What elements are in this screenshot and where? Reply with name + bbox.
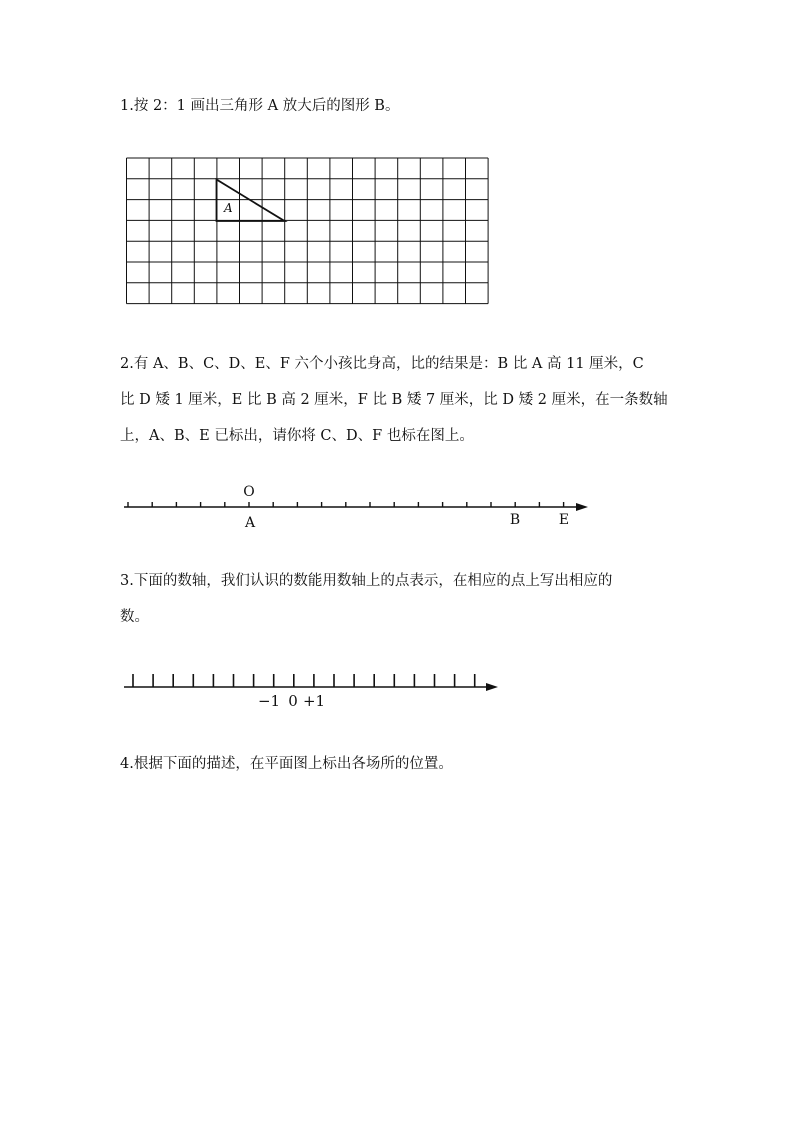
label-zero: 0 [288, 692, 298, 710]
question-3-line-2-row [120, 607, 149, 627]
question-1-number: 1. [120, 98, 134, 114]
number-line-2 [118, 668, 508, 712]
question-3-number: 3. [120, 573, 134, 589]
question-2-line-3: 上，A、B、E 已标出，请你将 C、D、F 也标在图上。 [120, 428, 474, 444]
question-3-line-1: 下面的数轴，我们认识的数能用数轴上的点表示，在相应的点上写出相应的 [133, 573, 613, 589]
origin-label: O [243, 484, 255, 500]
question-2-line-2-row [120, 390, 668, 410]
label-plus-one: +1 [302, 692, 326, 710]
grid-figure [124, 154, 494, 312]
question-1 [120, 96, 399, 116]
question-3 [120, 571, 612, 591]
question-2-line-1: 有 A、B、C、D、E、F 六个小孩比身高，比的结果是：B 比 A 高 11 厘米，C [133, 356, 644, 372]
point-label-a: A [244, 515, 256, 531]
grid-lines [127, 158, 489, 304]
point-label-e: E [558, 512, 570, 528]
question-2 [120, 354, 644, 374]
question-1-text: 按 2：1 画出三角形 A 放大后的图形 B。 [133, 98, 400, 114]
label-minus-one: −1 [257, 692, 281, 710]
point-label-b: B [509, 512, 521, 528]
question-4 [120, 754, 453, 774]
number-line-1 [118, 478, 598, 532]
triangle-a-label: A [224, 201, 233, 215]
question-3-line-2: 数。 [120, 609, 149, 625]
number-line-2-arrow [486, 683, 498, 691]
question-2-number: 2. [120, 356, 134, 372]
number-line-2-ticks [133, 674, 475, 687]
question-4-number: 4. [120, 756, 134, 772]
number-line-1-arrow [576, 503, 588, 511]
question-2-line-3-row [120, 426, 474, 446]
question-2-line-2: 比 D 矮 1 厘米，E 比 B 高 2 厘米，F 比 B 矮 7 厘米，比 D 矮 2 厘米，在一条数轴 [120, 392, 668, 408]
question-4-text: 根据下面的描述，在平面图上标出各场所的位置。 [133, 756, 453, 772]
